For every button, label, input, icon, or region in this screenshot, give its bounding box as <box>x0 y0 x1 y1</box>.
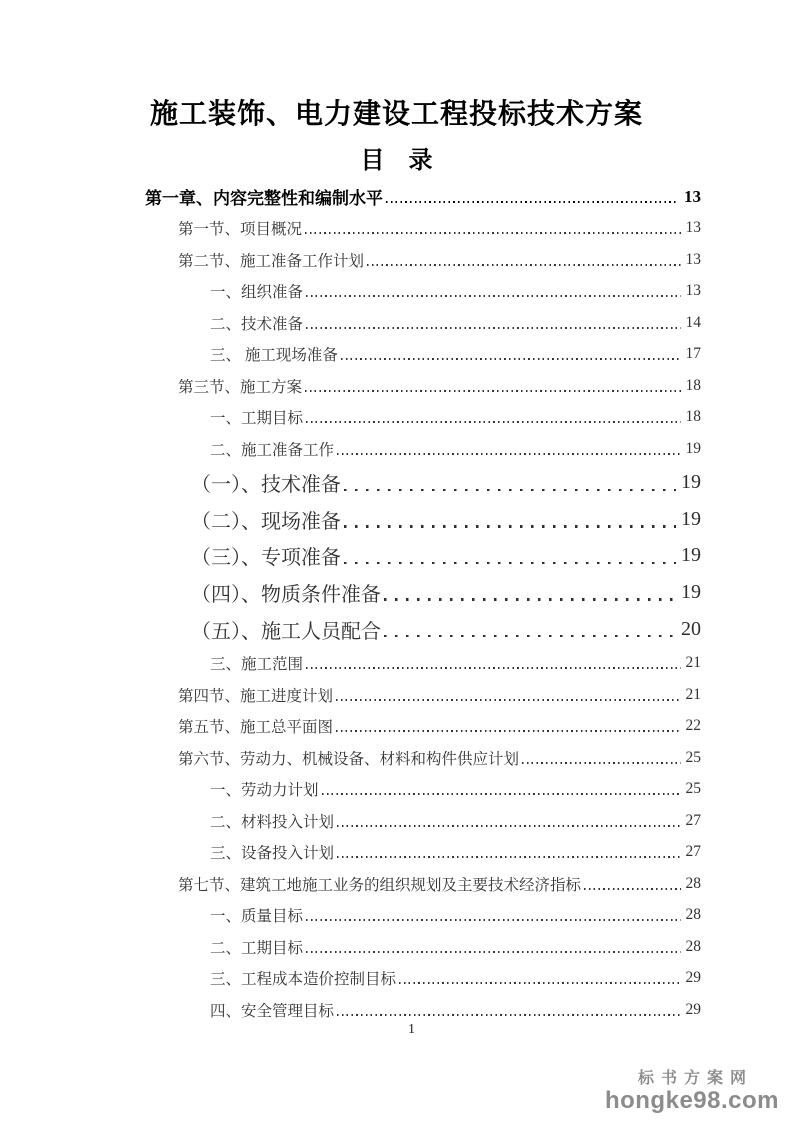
toc-entry[interactable] <box>145 742 701 774</box>
toc-entry-label: 三、施工范围 <box>210 656 304 674</box>
toc-entry-label: 三、工程成本造价控制目标 <box>210 971 397 989</box>
toc-entry-label: （五）、施工人员配合 <box>191 620 381 643</box>
toc-entry[interactable] <box>145 805 701 837</box>
toc-entry-page: 13 <box>685 219 701 237</box>
toc-entry[interactable] <box>145 679 701 711</box>
toc-entry-label: 第六节、劳动力、机械设备、材料和构件供应计划 <box>178 750 520 768</box>
toc-entry[interactable] <box>145 402 701 434</box>
toc-entry-label: 二、工期目标 <box>210 939 304 957</box>
toc-entry-label: 第二节、施工准备工作计划 <box>178 252 365 270</box>
toc-entry[interactable] <box>145 213 701 245</box>
toc-entry-page: 18 <box>685 408 701 426</box>
toc-leader-dots <box>306 421 680 423</box>
toc-leader-dots <box>305 232 680 234</box>
toc-leader-dots <box>306 919 680 921</box>
toc-entry-label: （三）、专项准备 <box>191 547 341 570</box>
toc-entry-label: 二、技术准备 <box>210 315 304 333</box>
toc-entry-page: 19 <box>681 507 701 530</box>
toc-entry[interactable] <box>145 370 701 402</box>
toc-entry-label: 一、组织准备 <box>210 284 304 302</box>
toc-entry[interactable] <box>145 244 701 276</box>
toc-entry[interactable] <box>145 994 701 1026</box>
toc-entry[interactable] <box>145 647 701 679</box>
toc-entry-page: 14 <box>685 313 701 331</box>
toc-entry[interactable] <box>145 181 701 213</box>
toc-entry-page: 27 <box>685 811 701 829</box>
toc-entry[interactable] <box>145 836 701 868</box>
toc-entry-label: 四、安全管理目标 <box>210 1002 335 1020</box>
toc-entry-page: 25 <box>685 748 701 766</box>
toc-leader-dots <box>306 295 680 297</box>
toc-leader-dots <box>341 358 681 360</box>
toc-entry-page: 29 <box>685 1000 701 1018</box>
toc-entry[interactable] <box>145 276 701 308</box>
toc-leader-dots <box>344 489 676 491</box>
toc-entry-page: 19 <box>681 581 701 604</box>
toc-entry-label: 第五节、施工总平面图 <box>178 719 334 737</box>
toc-entry-label: 二、施工准备工作 <box>210 441 335 459</box>
toc-entry-label: 第一章、内容完整性和编制水平 <box>145 189 383 209</box>
toc-leader-dots <box>306 951 680 953</box>
toc-entry-label: 二、材料投入计划 <box>210 813 335 831</box>
toc-leader-dots <box>305 390 680 392</box>
page-number: 1 <box>408 1022 415 1037</box>
toc-entry-page: 13 <box>685 282 701 300</box>
toc-entry-label: （一）、技术准备 <box>191 474 341 497</box>
toc-entry-label: （二）、现场准备 <box>191 510 341 533</box>
toc-leader-dots <box>337 1014 680 1016</box>
toc-entry[interactable] <box>145 538 701 575</box>
toc-leader-dots <box>336 730 680 732</box>
toc-entry-page: 18 <box>685 376 701 394</box>
toc-entry-page: 22 <box>685 717 701 735</box>
toc-entry-label: （四）、物质条件准备 <box>191 584 381 607</box>
toc-entry-page: 29 <box>685 969 701 987</box>
toc-entry-label: 一、质量目标 <box>210 908 304 926</box>
toc-leader-dots <box>384 598 676 600</box>
toc-entry-page: 28 <box>685 874 701 892</box>
toc-entry-page: 13 <box>684 186 701 206</box>
toc-entry[interactable] <box>145 307 701 339</box>
toc-entry[interactable] <box>145 465 701 502</box>
toc-leader-dots <box>367 264 680 266</box>
toc-entry-page: 28 <box>685 906 701 924</box>
toc-entry-label: 第三节、施工方案 <box>178 378 303 396</box>
toc-entry-page: 19 <box>681 544 701 567</box>
toc-entry[interactable] <box>145 339 701 371</box>
toc-entry-page: 21 <box>685 685 701 703</box>
toc-leader-dots <box>384 635 676 637</box>
toc-entry-page: 17 <box>685 345 701 363</box>
toc-leader-dots <box>336 699 680 701</box>
toc-entry-label: 三、 施工现场准备 <box>210 347 338 365</box>
toc-entry[interactable] <box>145 868 701 900</box>
toc-entry-label: 三、设备投入计划 <box>210 845 335 863</box>
toc-leader-dots <box>337 453 680 455</box>
toc-entry-page: 13 <box>685 250 701 268</box>
toc-entry[interactable] <box>145 931 701 963</box>
toc-entry[interactable] <box>145 433 701 465</box>
watermark <box>605 1070 779 1114</box>
toc-entry-page: 19 <box>681 471 701 494</box>
toc-entry-label: 第四节、施工进度计划 <box>178 687 334 705</box>
toc-entry-page: 25 <box>685 780 701 798</box>
toc-entry-label: 一、劳动力计划 <box>210 782 319 800</box>
toc-list <box>145 181 701 1025</box>
toc-entry[interactable] <box>145 962 701 994</box>
toc-leader-dots <box>584 888 680 890</box>
toc-entry[interactable] <box>145 611 701 648</box>
toc-leader-dots <box>322 793 681 795</box>
toc-leader-dots <box>386 201 679 203</box>
toc-leader-dots <box>337 856 680 858</box>
toc-leader-dots <box>337 825 680 827</box>
toc-leader-dots <box>344 562 676 564</box>
toc-entry[interactable] <box>145 574 701 611</box>
toc-entry[interactable] <box>145 501 701 538</box>
document-title: 施工装饰、电力建设工程投标技术方案 <box>149 99 643 130</box>
toc-entry-page: 20 <box>681 617 701 640</box>
toc-leader-dots <box>306 667 680 669</box>
toc-leader-dots <box>522 762 680 764</box>
toc-entry-label: 第一节、项目概况 <box>178 221 303 239</box>
toc-entry-page: 27 <box>685 843 701 861</box>
toc-entry[interactable] <box>145 710 701 742</box>
toc-entry-label: 一、工期目标 <box>210 410 304 428</box>
toc-entry-page: 21 <box>685 654 701 672</box>
watermark-site-name: 标书方案网 <box>637 1070 753 1088</box>
toc-entry[interactable] <box>145 773 701 805</box>
toc-leader-dots <box>344 525 676 527</box>
toc-entry-page: 28 <box>685 937 701 955</box>
toc-entry-page: 19 <box>685 439 701 457</box>
toc-entry[interactable] <box>145 899 701 931</box>
watermark-site-url: hongke98.com <box>604 1086 779 1114</box>
toc-heading: 目 录 <box>360 148 433 174</box>
toc-leader-dots <box>306 327 680 329</box>
toc-leader-dots <box>399 982 680 984</box>
toc-entry-label: 第七节、建筑工地施工业务的组织规划及主要技术经济指标 <box>178 876 582 894</box>
